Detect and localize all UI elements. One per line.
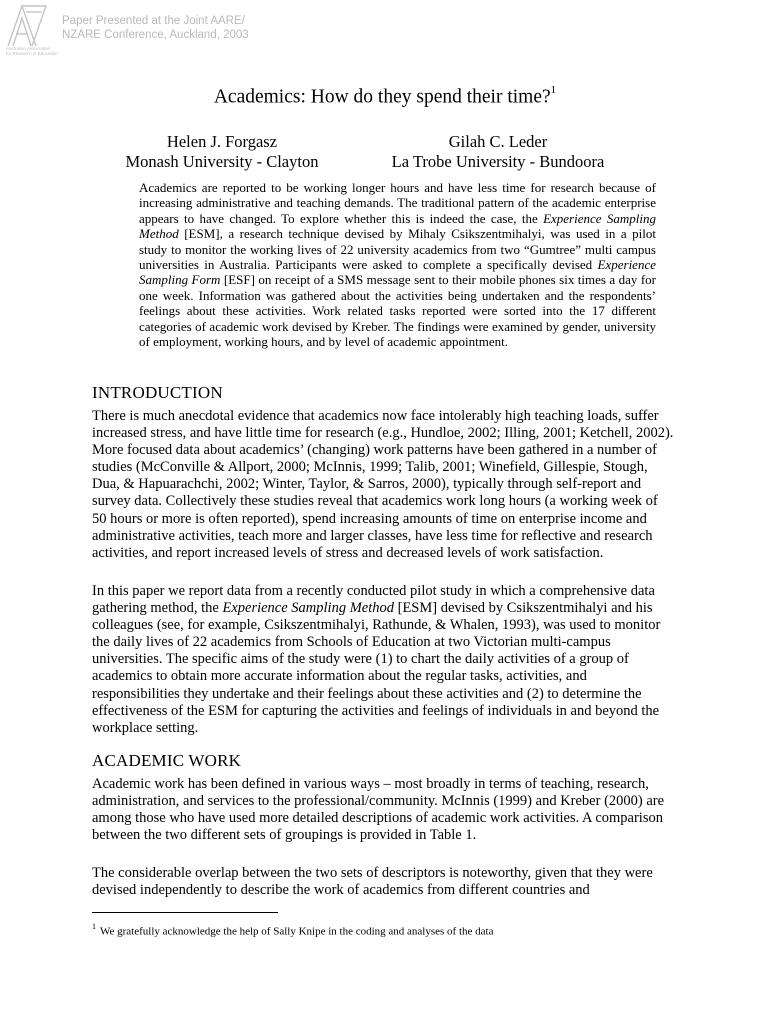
author-affiliation: Monash University - Clayton <box>125 152 319 171</box>
conference-note-line1: Paper Presented at the Joint AARE/ <box>62 15 245 27</box>
conference-note <box>62 14 249 42</box>
section-heading-introduction: INTRODUCTION <box>92 383 223 402</box>
paper-title: Academics: How do they spend their time?$^1$ <box>213 84 557 108</box>
logo-caption: Australian Association for Research in Education <box>6 46 58 56</box>
academic-work-paragraph-1: Academic work has been defined in various ways – most broadly in terms of teaching, research, administration, and services to the professional/community. McInnis (1999) and Kreber (2000) are among those who have used more detailed descriptions of academic work activities. A comparison between the two different sets of groupings is provided in Table 1. <box>92 776 665 844</box>
author-2 <box>372 132 624 172</box>
conference-note-line2: NZARE Conference, Auckland, 2003 <box>62 29 249 41</box>
footnote-text: We gratefully acknowledge the help of Sally Knipe in the coding and analyses of the data <box>100 925 494 938</box>
section-heading-academic-work: ACADEMIC WORK <box>92 751 242 770</box>
academic-work-paragraph-2: The considerable overlap between the two sets of descriptors is noteworthy, given that they were devised independently to describe the work of academics from different countries and <box>92 865 653 899</box>
author-name: Gilah C. Leder <box>448 132 548 151</box>
footnote-divider <box>92 912 278 913</box>
introduction-paragraph-2: In this paper we report data from a recently conducted pilot study in which a comprehensive data gathering method, the Experience Sampling Method [ESM] devised by Csikszentmihalyi and his colleagues (see, for example, Csikszentmihalyi, Rathunde, & Whalen, 1993), was used to monitor the daily lives of 22 academics from Schools of Education at two Victorian multi-campus universities. The specific aims of the study were (1) to chart the daily activities of a group of academics to obtain more accurate information about the regular tasks, activities, and responsibilities they undertake and their feelings about these activities and (2) to determine the effectiveness of the ESM for capturing the activities and feelings of individuals in and beyond the workplace setting. <box>92 583 661 736</box>
author-1 <box>102 132 342 172</box>
abstract: Academics are reported to be working longer hours and have less time for research because of increasing administrative and teaching demands. The traditional pattern of the academic enterprise appears to have changed. To explore whether this is indeed the case, the Experience Sampling Method [ESM], a research technique devised by Mihaly Csikszentmihalyi, was used in a pilot study to monitor the working lives of 22 university academics from two “Gumtree” multi campus universities in Australia. Participants were asked to complete a specifically devised Experience Sampling Form [ESF] on receipt of a SMS message sent to their mobile phones six times a day for one week. Information was gathered about the activities being undertaken and the respondents’ feelings about these activities. Work related tasks reported were sorted into the 17 different categories of academic work devised by Kreber. The findings were examined by gender, university of employment, working hours, and by level of academic appointment. <box>139 180 657 350</box>
footnote <box>92 923 493 938</box>
author-name: Helen J. Forgasz <box>166 132 278 151</box>
title-footnote-marker: 1 <box>550 84 557 96</box>
introduction-paragraph-1: There is much anecdotal evidence that academics now face intolerably high teaching loads, suffer increased stress, and have little time for research (e.g., Hundloe, 2002; Illing, 2001; Ketchell, 2002). More focused data about academics’ (changing) work patterns have been gathered in a number of studies (McConville & Allport, 2000; McInnis, 1999; Talib, 2001; Winefield, Gillespie, Stough, Dua, & Hapuarachchi, 2002; Winter, Taylor, & Sarros, 2000), typically through self-report and survey data. Collectively these studies reveal that academics work long hours (a working week of 50 hours or more is often reported), spend increasing amounts of time on enterprise income and administrative activities, teach more and larger classes, have less time for reflective and research activities, and report increased levels of stress and decreased levels of work satisfaction. <box>92 408 674 561</box>
footnote-marker: 1 <box>92 922 96 931</box>
author-affiliation: La Trobe University - Bundoora <box>391 152 605 171</box>
